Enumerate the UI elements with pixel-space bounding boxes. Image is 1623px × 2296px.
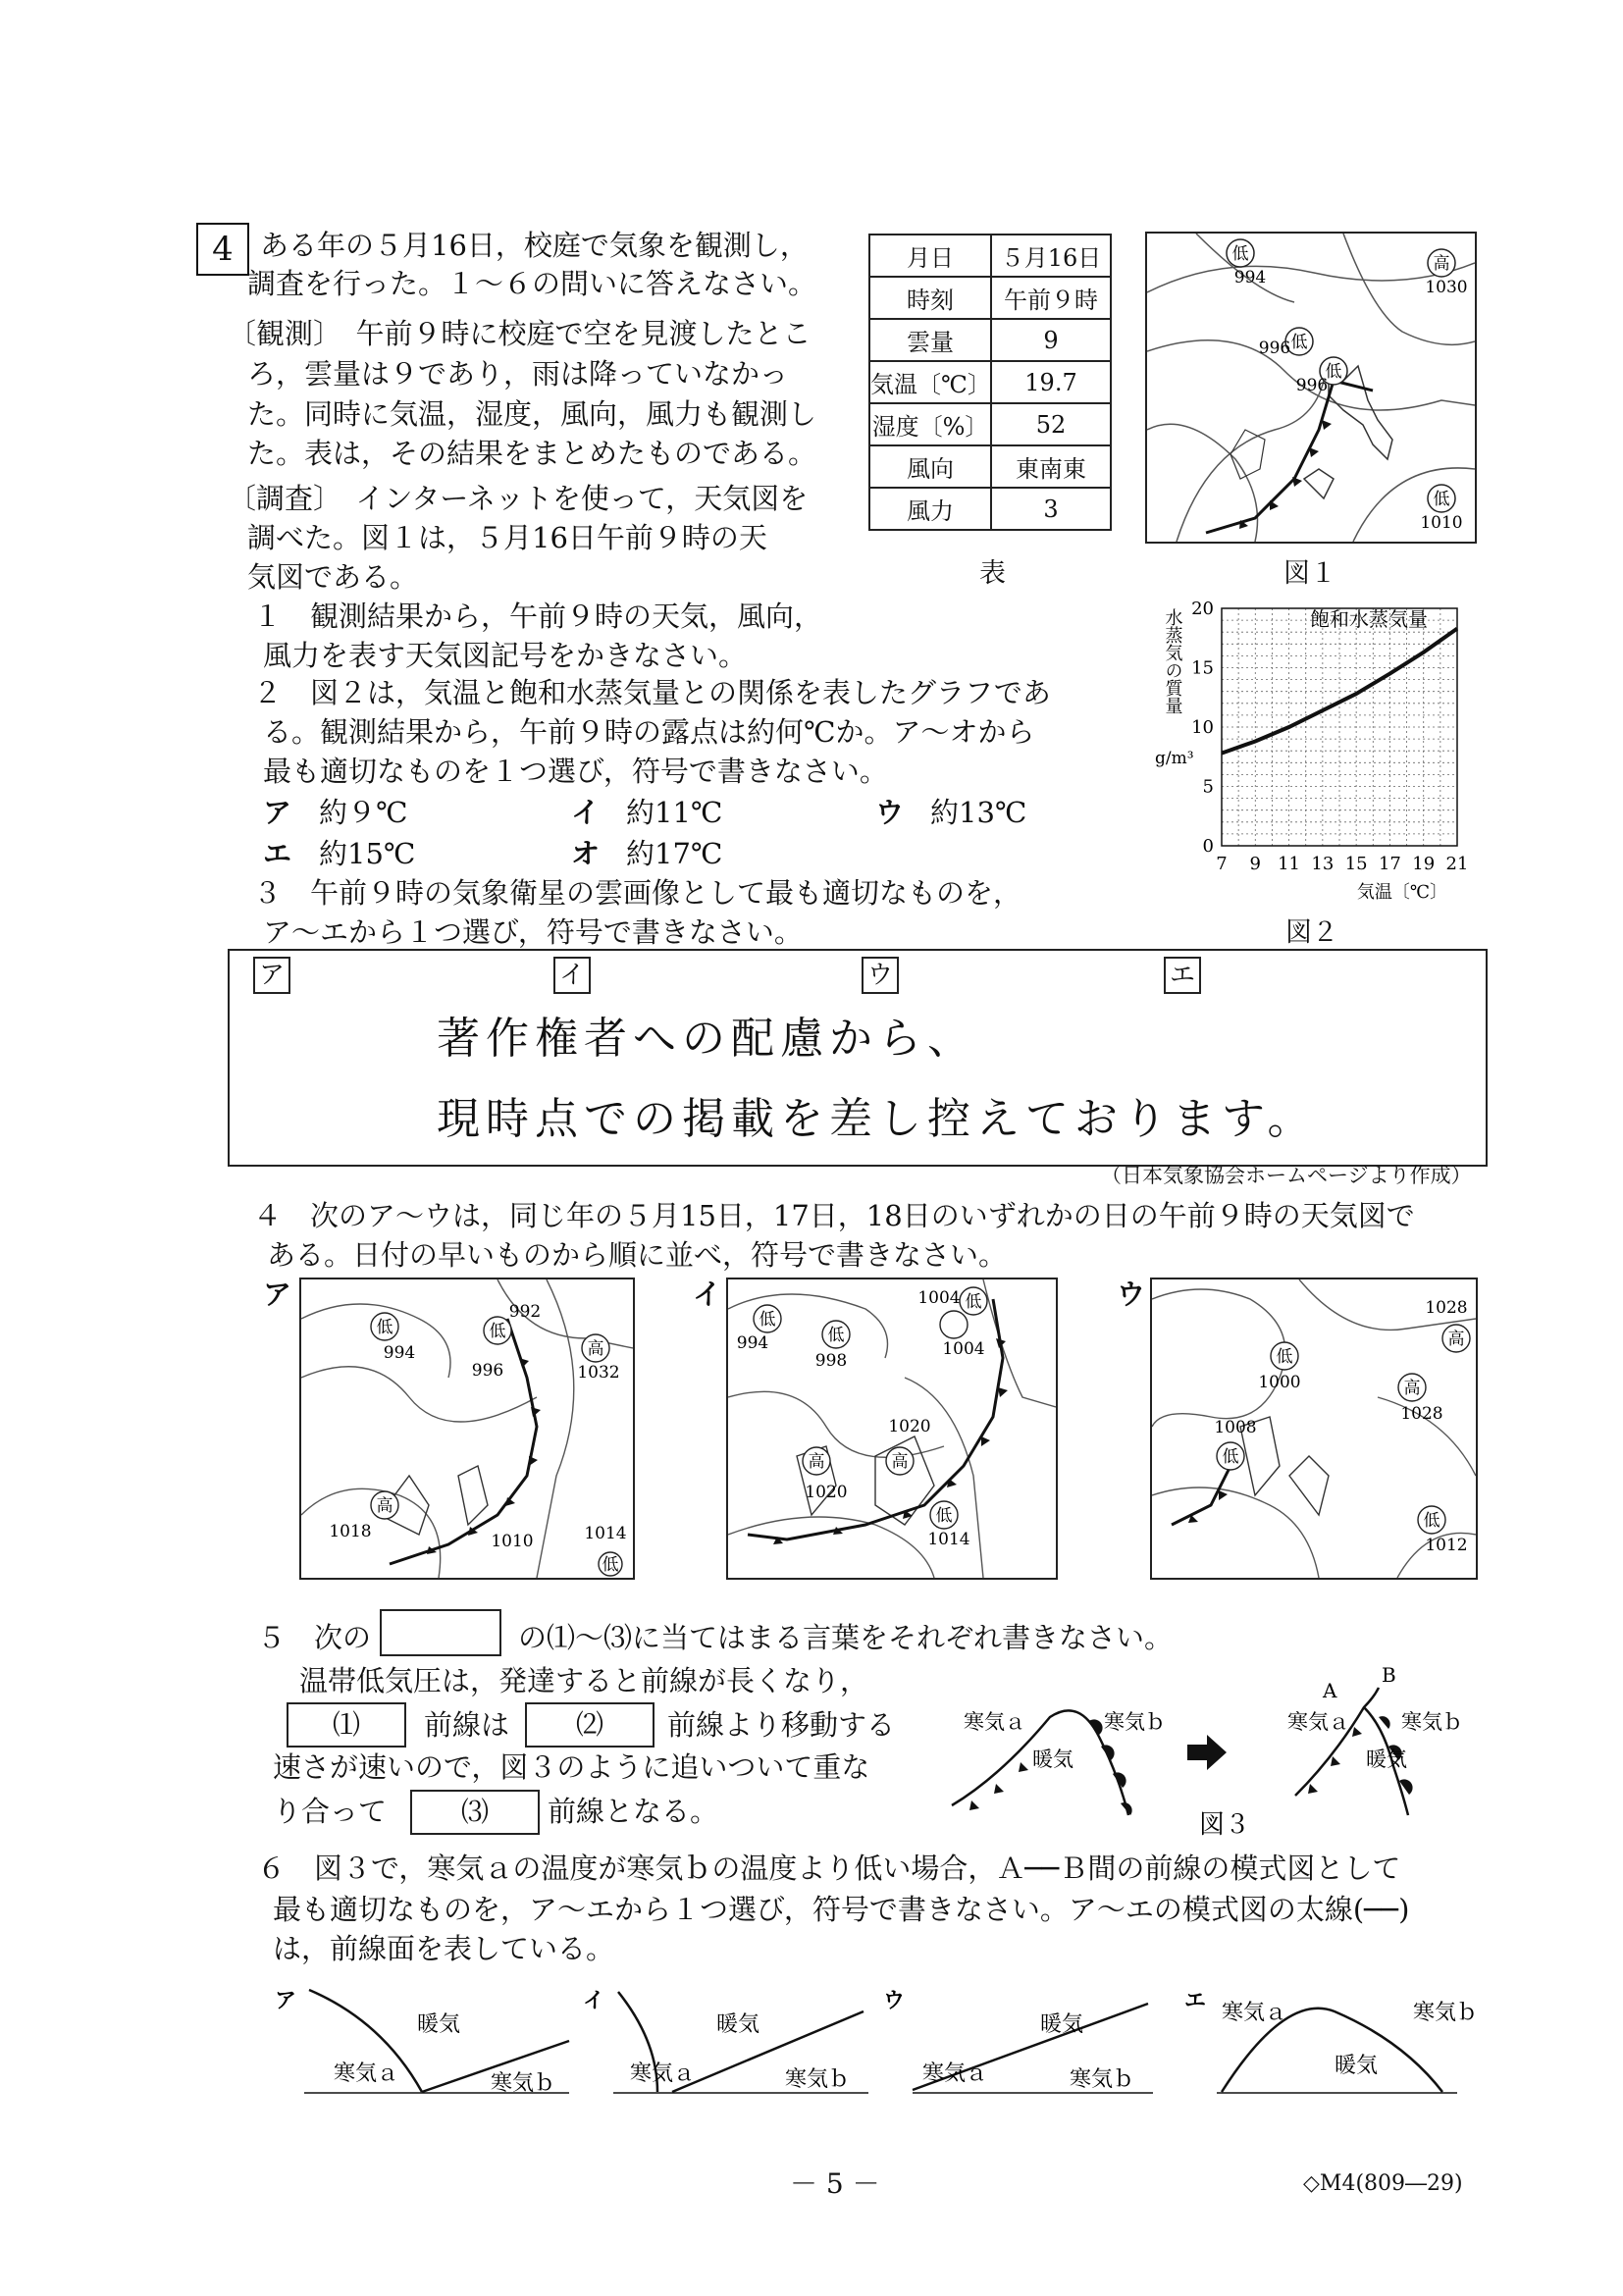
copyright-notice-2: 現時点での掲載を差し控えております。 [437,1094,1317,1144]
observation-line-3: た。同時に気温，湿度，風向，風力も観測し [247,397,817,431]
q6-warm: 暖気 [716,2012,760,2037]
table-value: 52 [991,403,1111,445]
fig1-map-svg [1147,234,1475,542]
map-label: 低 [827,1326,845,1345]
q2-option-mark: ア [263,796,292,829]
map-label: 1012 [1425,1536,1468,1555]
q6-warm: 暖気 [417,2012,461,2037]
map-label: 1020 [888,1417,931,1436]
fig3-cold-a-after: 寒気ａ [1287,1710,1349,1734]
fig1-pressure-label: 994 [1233,268,1267,287]
q5-blank-3: ⑶ [410,1790,540,1835]
fig1-low-label: 低 [1231,244,1249,264]
q6-cold-b: 寒気ｂ [1070,2067,1135,2092]
q3-line-2: ア～エから１つ選び，符号で書きなさい。 [263,915,803,949]
table-label: 風向 [869,445,991,488]
fig2-ytick-label: 5 [1202,776,1214,798]
q6-diagrams [265,1982,1501,2110]
fig2-caption: 図２ [1285,917,1338,948]
q4-line-1: ４ 次のア～ウは，同じ年の５月15日，17日，18日のいずれかの日の午前９時の天気図で [253,1199,1415,1232]
q6-cold-a: 寒気ａ [334,2061,399,2086]
observation-line-2: ろ，雲量は９であり，雨は降っていなかっ [247,357,789,391]
q4-map-i [726,1278,1058,1580]
map-label: 高 [808,1452,825,1472]
fig2-ytick-label: 20 [1191,599,1214,619]
q5-mid-2: 前線より移動する [667,1708,896,1742]
map-label: 低 [759,1310,776,1330]
fig1-pressure-label: 1030 [1425,278,1468,297]
q2-option-text: 約11℃ [626,796,723,829]
q1-line-2: 風力を表す天気図記号をかきなさい。 [263,639,748,672]
q4-map-mark: ウ [1117,1278,1146,1311]
page-number: － 5 － [790,2167,880,2200]
q5-blank-1: ⑴ [287,1702,406,1748]
copyright-notice-1: 著作権者への配慮から、 [437,1014,976,1064]
map-label: 1028 [1425,1298,1468,1318]
q5-mid-1: 前線は [424,1708,510,1742]
q4-map-a [299,1278,635,1580]
fig3-arrow-icon [1187,1735,1227,1770]
q3-choice-i: イ [553,957,591,994]
fig1-weather-map [1145,232,1477,544]
fig2-ylabel: 水蒸気の質量 [1162,608,1183,714]
map-label: 992 [508,1302,542,1322]
q3-choice-u: ウ [862,957,899,994]
fig1-low-label: 低 [1433,490,1450,509]
q6-warm: 暖気 [1335,2054,1379,2078]
map-label: 994 [383,1343,416,1363]
fig1-low-label: 低 [1290,333,1308,352]
fig2-xtick-label: 17 [1378,854,1401,874]
q1-line-1: １ 観測結果から，午前９時の天気，風向， [253,600,823,633]
q5-blank-2: ⑵ [525,1702,654,1748]
fig3-diagram [942,1658,1492,1845]
q2-option-text: 約13℃ [930,796,1027,829]
investigation-line-2: 調べた。図１は，５月16日午前９時の天 [247,521,767,554]
q6-cold-b: 寒気ｂ [1413,2001,1479,2025]
source-note: （日本気象協会ホームページより作成） [1101,1164,1472,1187]
map-label: 低 [376,1318,393,1337]
fig2-ytick-label: 10 [1191,717,1214,738]
q6-diagram-mark: ア [275,1988,297,2013]
table-label: 風力 [869,488,991,530]
map-label: 1004 [942,1339,985,1359]
q3-choice-a: ア [253,957,290,994]
q2-option-mark: ウ [875,796,905,829]
q2-option-mark: オ [571,837,601,870]
table-label: 湿度〔%〕 [869,403,991,445]
q6-line-3: は，前線面を表している。 [273,1932,615,1965]
q2-option-text: 約15℃ [319,837,416,870]
q3-line-1: ３ 午前９時の気象衛星の雲画像として最も適切なものを， [253,876,1022,910]
q6-line-2: 最も適切なものを，ア～エから１つ選び，符号で書きなさい。ア～エの模式図の太線(──) [273,1893,1410,1926]
q6-cold-b: 寒気ｂ [785,2067,851,2092]
q6-diagram-mark: イ [583,1988,605,2013]
question-number: 4 [196,223,249,276]
observation-line-4: た。表は，その結果をまとめたものである。 [247,437,817,470]
map-label: 高 [891,1452,909,1472]
map-label: 低 [965,1292,982,1312]
map-label: 1000 [1258,1373,1301,1392]
map-label: 994 [736,1333,769,1353]
q6-diagram-mark: ウ [883,1988,906,2013]
map-label: 高 [1403,1379,1421,1398]
table-value: 東南東 [991,445,1111,488]
map-label: 高 [376,1496,393,1516]
fig2-chart [1124,589,1487,922]
q5-line-2: 温帯低気圧は，発達すると前線が長くなり， [299,1664,869,1697]
table-label: 雲量 [869,319,991,361]
q5-line-1a: ５ 次の [257,1621,372,1654]
map-label: 低 [602,1555,619,1575]
fig1-pressure-label: 996 [1258,339,1291,358]
q2-option-mark: エ [263,837,292,870]
q2-line-1: ２ 図２は，気温と飽和水蒸気量との関係を表したグラフであ [253,676,1051,709]
fig3-warm-after: 暖気 [1366,1748,1407,1771]
fig3-caption: 図３ [1199,1810,1251,1840]
intro-line-1: ある年の５月16日，校庭で気象を観測し， [260,229,809,262]
fig2-saturation-curve [1222,629,1457,754]
fig3-warm: 暖気 [1032,1748,1073,1771]
q2-option-mark: イ [571,796,601,829]
map-label: 996 [471,1361,504,1381]
fig3-cold-b: 寒気ｂ [1104,1710,1166,1734]
q6-cold-a: 寒気ａ [922,2061,988,2086]
q6-line-1: ６ 図３で，寒気ａの温度が寒気ｂの温度より低い場合，Ａ──Ｂ間の前線の模式図として [257,1852,1401,1885]
fig2-xlabel: 気温〔℃〕 [1356,882,1447,903]
map-label: 1028 [1400,1404,1443,1424]
q2-option-text: 約９℃ [319,796,408,829]
table-value: 3 [991,488,1111,530]
q4-map-u [1150,1278,1478,1580]
table-value: 9 [991,319,1111,361]
fig2-xtick-label: 19 [1412,854,1436,874]
q5-line-5b: 前線となる。 [548,1795,719,1828]
map-label: 低 [935,1506,953,1526]
map-label: 低 [1222,1447,1239,1467]
q3-choice-e: エ [1164,957,1201,994]
fig2-curve-label: 飽和水蒸気量 [1310,607,1428,631]
investigation-line-3: 気図である。 [247,560,419,594]
fig3-point-a: A [1323,1679,1337,1702]
q6-warm: 暖気 [1040,2012,1084,2037]
map-label: 低 [1276,1347,1293,1367]
map-label: 998 [814,1351,848,1371]
fig2-yunit: g/m³ [1155,749,1194,768]
q6-diagram-mark: エ [1184,1988,1207,2013]
observation-table [868,234,1112,531]
q4-map-mark: ア [263,1278,292,1311]
table-value: 午前９時 [991,277,1111,319]
fig2-xtick-label: 11 [1278,854,1301,874]
table-label: 時刻 [869,277,991,319]
q6-cold-a: 寒気ａ [1222,2001,1287,2025]
fig1-low-label: 低 [1325,362,1342,382]
fig1-pressure-label: 996 [1295,376,1329,395]
map-label: 1032 [577,1363,620,1383]
q6-cold-a: 寒気ａ [630,2061,696,2086]
fig2-xtick-label: 21 [1445,854,1469,874]
fig2-xtick-label: 15 [1344,854,1368,874]
map-label: 高 [1447,1330,1465,1349]
fig2-ytick-label: 0 [1202,836,1214,857]
fig1-pressure-label: 1010 [1420,513,1463,533]
q6-cold-b: 寒気ｂ [491,2071,556,2096]
q5-line-1b: の⑴～⑶に当てはまる言葉をそれぞれ書きなさい。 [518,1621,1174,1654]
q5-line-5a: り合って [273,1795,388,1828]
q2-line-2: る。観測結果から，午前９時の露点は約何℃か。ア～オから [263,715,1035,749]
table-value: 19.7 [991,361,1111,403]
fig2-ytick-label: 15 [1191,657,1214,679]
q5-blank-box [380,1609,501,1656]
page-code: ◇M4(809―29) [1303,2171,1463,2196]
map-label: 1010 [491,1532,534,1551]
fig2-xtick-label: 13 [1311,854,1335,874]
observation-line-1: 〔観測〕 午前９時に校庭で空を見渡したとこ [228,317,812,350]
table-label: 気温〔℃〕 [869,361,991,403]
fig2-xtick-label: 7 [1216,854,1228,874]
investigation-line-1: 〔調査〕 インターネットを使って，天気図を [228,482,809,515]
map-label: 1014 [927,1530,970,1549]
intro-line-2: 調査を行った。１～６の問いに答えなさい。 [247,267,817,300]
map-label: 1004 [917,1288,961,1308]
map-label: 1018 [329,1522,372,1541]
map-label: 1014 [584,1524,627,1543]
fig1-high-label: 高 [1433,254,1450,274]
fig3-cold-b-after: 寒気ｂ [1401,1710,1463,1734]
q4-map-mark: イ [693,1278,722,1311]
q5-line-4: 速さが速いので，図３のように追いついて重な [273,1750,870,1784]
fig3-point-b: B [1382,1663,1396,1687]
map-label: 高 [587,1339,604,1359]
fig1-caption: 図１ [1283,558,1336,589]
map-label: 低 [489,1322,506,1341]
fig2-xtick-label: 9 [1249,854,1262,874]
table-label: 月日 [869,235,991,277]
q2-line-3: 最も適切なものを１つ選び，符号で書きなさい。 [263,755,888,788]
table-value: ５月16日 [991,235,1111,277]
q4-line-2: ある。日付の早いものから順に並べ，符号で書きなさい。 [267,1238,1008,1272]
q2-option-text: 約17℃ [626,837,723,870]
fig3-cold-a: 寒気ａ [964,1710,1025,1734]
map-label: 1008 [1214,1418,1257,1437]
map-label: 低 [1423,1511,1440,1531]
table-caption: 表 [979,558,1006,589]
map-label: 1020 [805,1483,848,1502]
